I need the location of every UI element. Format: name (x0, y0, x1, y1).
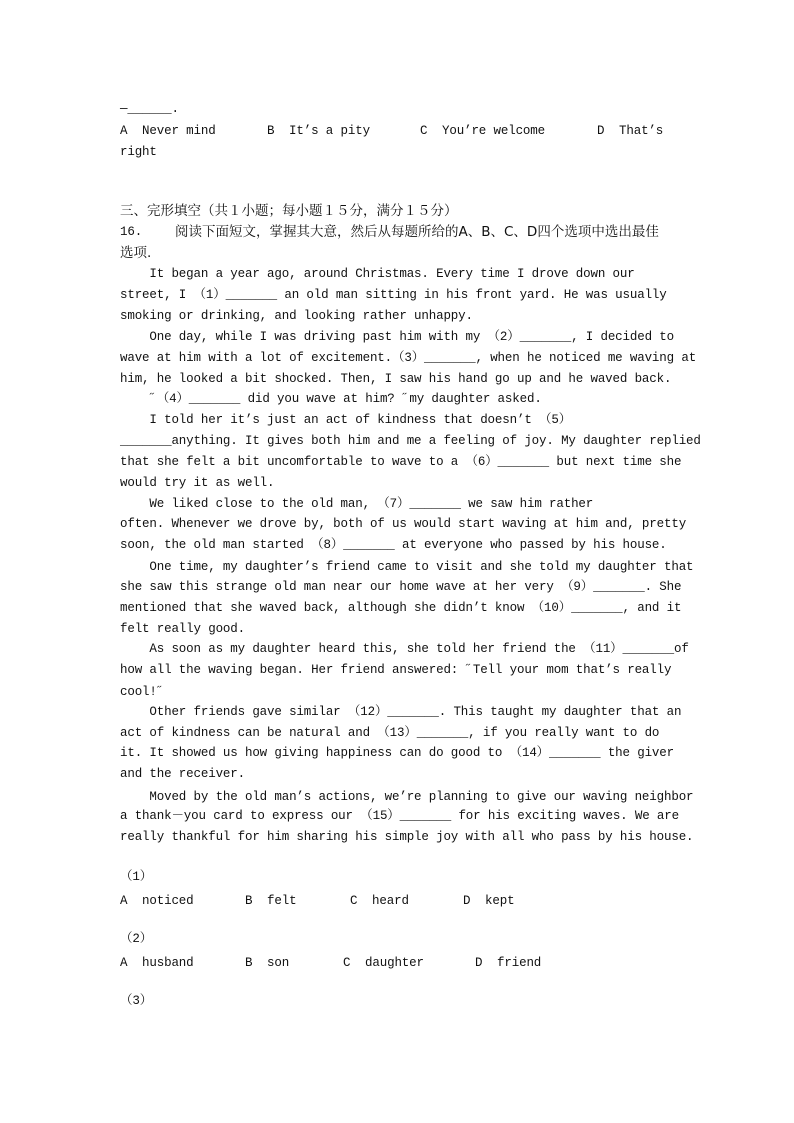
answer-blank-line: —______. (120, 102, 179, 116)
passage-line: One time, my daughter’s friend came to visit and she told my daughter that (120, 560, 694, 574)
option-d-wrap: right (120, 145, 157, 159)
option-d: D friend (475, 956, 542, 970)
question-number: （2） (120, 932, 153, 946)
passage-line: would try it as well. (120, 476, 275, 490)
option-a: A noticed (120, 894, 194, 908)
option-d: D That’s (597, 124, 664, 138)
instruction-line-1: 阅读下面短文，掌握其大意，然后从每题所给的A、B、C、D四个选项中选出最佳 (175, 224, 659, 240)
question-number: 16. (120, 225, 143, 239)
passage-line: cool!˝ (120, 685, 165, 699)
option-a: A husband (120, 956, 194, 970)
option-b: B felt (245, 894, 297, 908)
passage-line: street, I （1）_______ an old man sitting in his front yard. He was usually (120, 288, 667, 302)
passage-line: smoking or drinking, and looking rather unhappy. (120, 309, 473, 323)
option-d: D kept (463, 894, 515, 908)
passage-line: him, he looked a bit shocked. Then, I saw his hand go up and he waved back. (120, 372, 672, 386)
passage-line: It began a year ago, around Christmas. Every time I drove down our (120, 267, 635, 281)
passage-line: We liked close to the old man, （7）_______ we saw him rather (120, 497, 594, 511)
option-c: C You’re welcome (420, 124, 545, 138)
question-number: （3） (120, 994, 153, 1008)
option-a: A Never mind (120, 124, 216, 138)
passage-line: Moved by the old man’s actions, we’re planning to give our waving neighbor (120, 790, 694, 804)
passage-line: wave at him with a lot of excitement.（3）_______, when he noticed me waving at (120, 351, 697, 365)
passage-line: often. Whenever we drove by, both of us would start waving at him and, pretty (120, 517, 687, 531)
passage-line: how all the waving began. Her friend answered: ˝Tell your mom that’s really (120, 663, 672, 677)
passage-line: soon, the old man started （8）_______ at everyone who passed by his house. (120, 538, 667, 552)
question-number: （1） (120, 870, 153, 884)
passage-line: I told her it’s just an act of kindness that doesn’t （5） (120, 413, 572, 427)
passage-line: act of kindness can be natural and （13）_______, if you really want to do (120, 726, 660, 740)
passage-line: really thankful for him sharing his simple joy with all who pass by his house. (120, 830, 694, 844)
passage-line: One day, while I was driving past him with my （2）_______, I decided to (120, 330, 674, 344)
passage-line: ˝（4）_______ did you wave at him? ˝my daughter asked. (120, 392, 542, 406)
passage-line: mentioned that she waved back, although she didn’t know （10）_______, and it (120, 601, 682, 615)
option-b: B son (245, 956, 290, 970)
passage-line: she saw this strange old man near our home wave at her very （9）_______. She (120, 580, 682, 594)
option-b: B It’s a pity (267, 124, 370, 138)
passage-line: felt really good. (120, 622, 245, 636)
option-c: C heard (350, 894, 409, 908)
instruction-line-2: 选项. (120, 245, 152, 261)
passage-line: and the receiver. (120, 767, 245, 781)
passage-line: As soon as my daughter heard this, she told her friend the （11）_______of (120, 642, 689, 656)
section-heading: 三、完形填空（共１小题；每小题１５分，满分１５分） (120, 203, 458, 219)
passage-line: that she felt a bit uncomfortable to wave to a （6）_______ but next time she (120, 455, 682, 469)
option-c: C daughter (343, 956, 424, 970)
passage-line: a thank－you card to express our （15）_______ for his exciting waves. We are (120, 809, 679, 823)
passage-line: Other friends gave similar （12）_______. This taught my daughter that an (120, 705, 682, 719)
passage-line: _______anything. It gives both him and me a feeling of joy. My daughter replied (120, 434, 701, 448)
passage-line: it. It showed us how giving happiness can do good to （14）_______ the giver (120, 746, 674, 760)
